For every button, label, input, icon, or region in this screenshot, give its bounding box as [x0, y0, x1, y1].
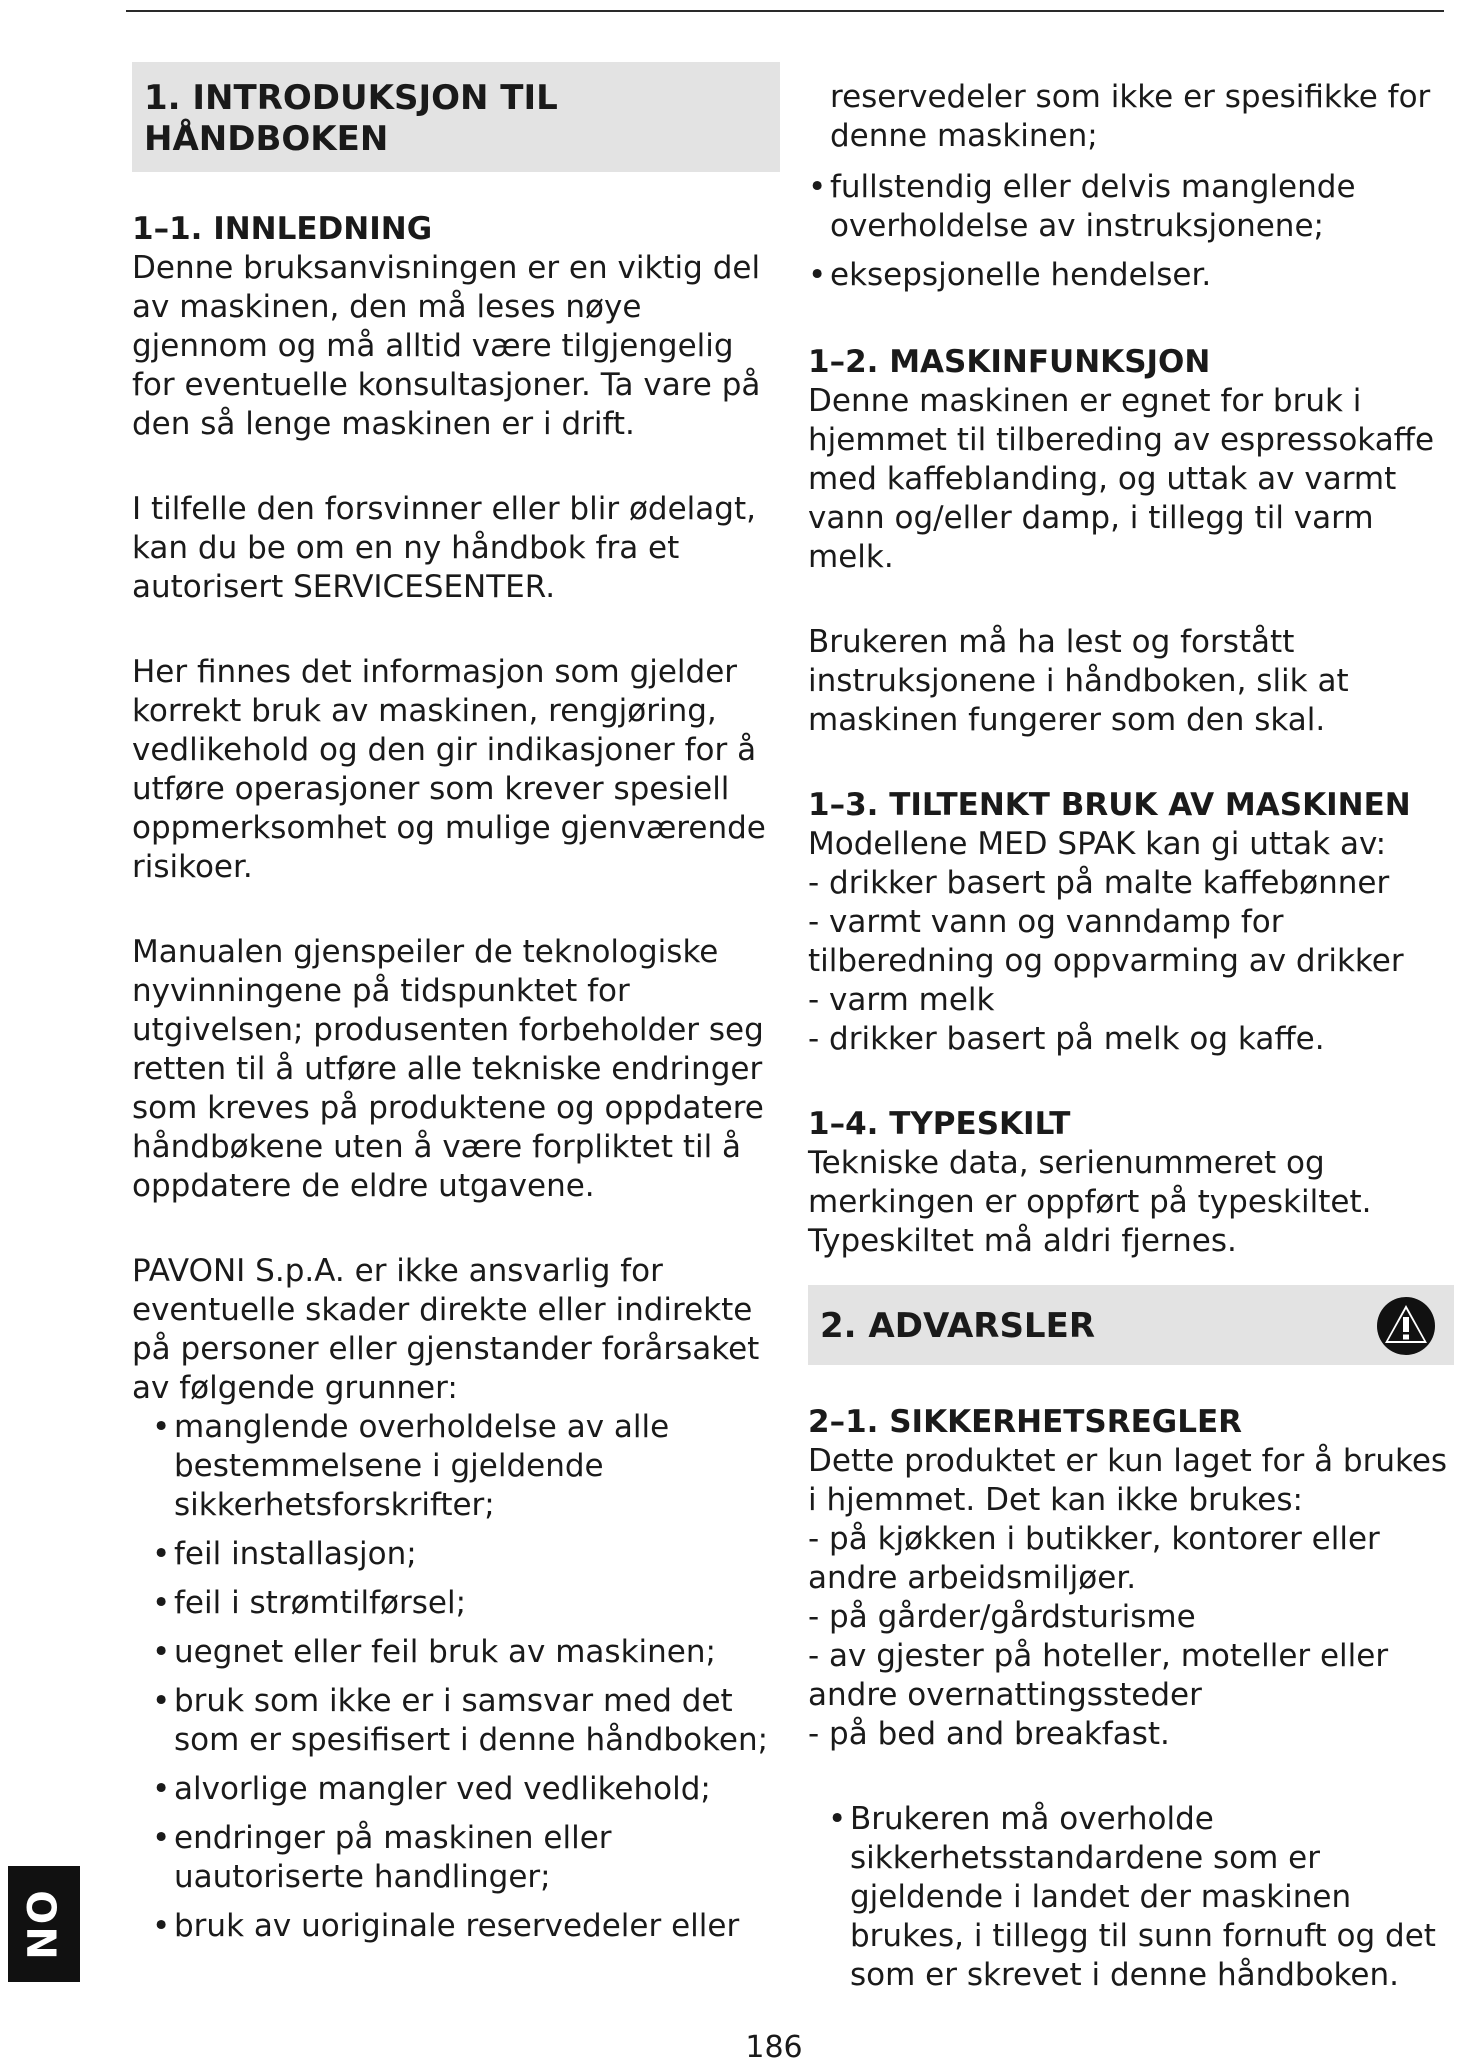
list-item: • bruk av uoriginale reservedeler eller [152, 1907, 780, 1946]
section-1-1-heading: 1–1. INNLEDNING [132, 211, 433, 247]
paragraph: - drikker basert på melk og kaffe. [808, 1021, 1325, 1057]
list-item: • eksepsjonelle hendelser. [808, 256, 1454, 295]
list-item: - på bed and breakfast. [808, 1716, 1170, 1752]
list-item: • endringer på maskinen eller uautoriserte handlinger; [152, 1819, 780, 1897]
paragraph: Tekniske data, serienummeret og merkingen er oppført på typeskiltet. Typeskiltet må aldri fjernes. [808, 1145, 1372, 1259]
list-item: - varm melk [808, 982, 995, 1018]
section-1-heading: 1. INTRODUKSJON TIL HÅNDBOKEN [132, 62, 780, 172]
list-item: • alvorlige mangler ved vedlikehold; [152, 1770, 780, 1809]
list-item: - drikker basert på malte kaffebønner [808, 865, 1390, 901]
safety-standards-list [828, 1800, 1454, 1995]
section-2-title: 2. ADVARSLER [820, 1305, 1096, 1346]
top-rule [126, 10, 1444, 12]
list-item: - varmt vann og vanndamp for tilberedning og oppvarming av drikker [808, 904, 1404, 979]
paragraph: Brukeren må ha lest og forstått instruksjonene i håndboken, slik at maskinen fungerer som den skal. [808, 624, 1349, 738]
paragraph: Her finnes det informasjon som gjelder korrekt bruk av maskinen, rengjøring, vedlikehold og den gir indikasjoner for å utføre operasjoner som krever spesiell oppmerksomhet og mulige gjenværende risikoer. [132, 654, 766, 885]
section-2-1-heading: 2–1. SIKKERHETSREGLER [808, 1404, 1243, 1440]
language-tab [8, 1866, 80, 1982]
paragraph: I tilfelle den forsvinner eller blir ødelagt, kan du be om en ny håndbok fra et autorisert SERVICESENTER. [132, 491, 756, 605]
paragraph: PAVONI S.p.A. er ikke ansvarlig for eventuelle skader direkte eller indirekte på personer eller gjenstander forårsaket av følgende grunner: [132, 1253, 760, 1406]
list-item: - av gjester på hoteller, moteller eller andre overnattingssteder [808, 1638, 1389, 1713]
section-1-4-heading: 1–4. TYPESKILT [808, 1106, 1071, 1142]
list-item: • feil installasjon; [152, 1535, 780, 1574]
section-2-heading [808, 1285, 1454, 1365]
page-number: 186 [745, 2030, 803, 2065]
language-code: NO [20, 1888, 67, 1960]
list-item: - på gårder/gårdsturisme [808, 1599, 1196, 1635]
paragraph: Modellene MED SPAK kan gi uttak av: [808, 826, 1387, 862]
list-item: • manglende overholdelse av alle bestemmelsene i gjeldende sikkerhetsforskrifter; [152, 1408, 780, 1525]
list-item: - på kjøkken i butikker, kontorer eller andre arbeidsmiljøer. [808, 1521, 1380, 1596]
paragraph: Dette produktet er kun laget for å brukes i hjemmet. Det kan ikke brukes: [808, 1443, 1448, 1518]
list-item: • Brukeren må overholde sikkerhetsstandardene som er gjeldende i landet der maskinen brukes, i tillegg til sunn fornuft og det som er skrevet i denne håndboken. [828, 1800, 1454, 1995]
paragraph: reservedeler som ikke er spesifikke for denne maskinen; [830, 79, 1431, 154]
left-column [132, 62, 780, 1956]
list-item: • feil i strømtilførsel; [152, 1584, 780, 1623]
section-1-2-heading: 1–2. MASKINFUNKSJON [808, 344, 1211, 380]
right-column [808, 78, 1454, 2005]
paragraph: Manualen gjenspeiler de teknologiske nyvinningene på tidspunktet for utgivelsen; produsenten forbeholder seg retten til å utføre alle tekniske endringer som kreves på produktene og oppdatere håndbøkene uten å være forpliktet til å oppdatere de eldre utgavene. [132, 934, 764, 1204]
warning-triangle-icon [1372, 1295, 1440, 1357]
intended-use-list [808, 864, 1454, 1020]
list-item: • uegnet eller feil bruk av maskinen; [152, 1633, 780, 1672]
paragraph: Denne bruksanvisningen er en viktig del av maskinen, den må leses nøye gjennom og må alltid være tilgjengelig for eventuelle konsultasjoner. Ta vare på den så lenge maskinen er i drift. [132, 250, 761, 442]
section-1-3-heading: 1–3. TILTENKT BRUK AV MASKINEN [808, 787, 1411, 823]
paragraph: Denne maskinen er egnet for bruk i hjemmet til tilbereding av espressokaffe med kaffeblanding, og uttak av varmt vann og/eller damp, i tillegg til varm melk. [808, 383, 1435, 575]
list-item: • fullstendig eller delvis manglende overholdelse av instruksjonene; [808, 168, 1454, 246]
list-item: • bruk som ikke er i samsvar med det som er spesifisert i denne håndboken; [152, 1682, 780, 1760]
liability-list [152, 1408, 780, 1946]
not-permitted-list [808, 1520, 1454, 1754]
liability-list-continued [808, 168, 1454, 295]
